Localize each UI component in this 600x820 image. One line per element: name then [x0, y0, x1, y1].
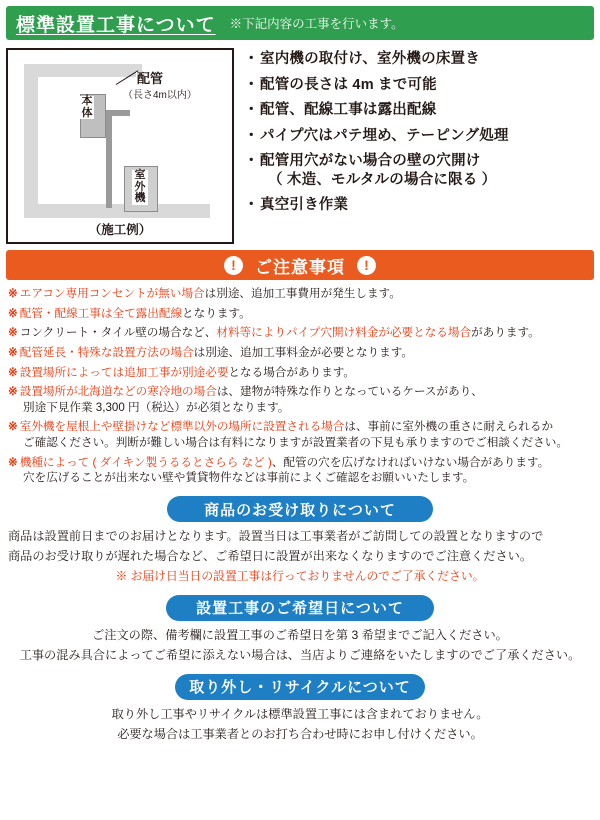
caution-note: [8, 345, 592, 361]
standard-installation-header: [6, 6, 594, 40]
note-text: は、建物が特殊な作りとなっているケースがあり、: [216, 385, 483, 399]
list-item-label: 真空引き作業: [260, 197, 349, 214]
diagram-floor: [24, 204, 210, 218]
caution-note: [8, 365, 592, 381]
diagram-ceiling: [24, 64, 142, 77]
list-item: [246, 76, 594, 95]
list-item-label: 配管、配線工事は露出配線: [260, 102, 437, 119]
section-line: 取り外し工事やリサイクルは標準設置工事には含まれておりません。: [111, 706, 489, 721]
list-item-sublabel: （ 木造、モルタルの場合に限る ）: [268, 171, 497, 188]
note-marker: ※: [8, 420, 18, 434]
caution-header: [6, 250, 594, 280]
note-text: は別途、追加工事料金が必要となります。: [193, 345, 413, 359]
note-marker: ※: [8, 306, 18, 320]
note-continuation: ご確認ください。判断が難しい場合は有料になりますが設置業者の下見も承りますのでご相談ください。: [23, 436, 568, 450]
caution-note: [8, 325, 592, 341]
section-line: 商品のお受け取りが遅れた場合など、ご希望日に設置が出来なくなりますのでご注意ください。: [8, 549, 533, 564]
note-highlight: 配管延長・特殊な設置方法の場合: [19, 345, 194, 359]
list-item: [246, 50, 594, 69]
section-line: ご注文の際、備考欄に設置工事のご希望日を第 3 希望までご記入ください。: [92, 627, 508, 642]
note-text: コンクリート・タイル壁の場合など、: [19, 326, 217, 340]
note-marker: ※: [8, 455, 18, 469]
section-body-preferred-date: [8, 627, 592, 664]
page-subtitle: ※下記内容の工事を行います。: [229, 16, 404, 31]
section-header-preferred-date: 設置工事のご希望日について: [166, 595, 434, 621]
diagram-wall-vertical: [24, 64, 38, 204]
caution-note: [8, 384, 592, 415]
note-marker: ※: [8, 365, 18, 379]
caution-note: [8, 455, 592, 486]
list-item: [246, 127, 594, 146]
caution-note: [8, 419, 592, 450]
note-marker: ※: [8, 287, 18, 300]
section-line-highlight: ※ お届け日当日の設置工事は行っておりませんのでご了承ください。: [115, 569, 485, 584]
note-text: となる場合があります。: [228, 365, 356, 379]
section-header-removal-recycle: 取り外し・リサイクルについて: [175, 674, 425, 700]
list-item: [246, 101, 594, 120]
note-marker: ※: [8, 326, 18, 340]
section-body-removal-recycle: [8, 706, 592, 743]
note-continuation: 穴を広げることが出来ない壁や賃貸物件などは事前によくご確認をお願いいたします。: [23, 471, 475, 485]
note-highlight: 室外機を屋根上や壁掛けなど標準以外の場所に設置される場合: [19, 420, 345, 434]
diagram-label-outdoor-unit: 室外機: [132, 170, 148, 205]
note-highlight: エアコン専用コンセントが無い場合: [19, 287, 205, 300]
section-line: 必要な場合は工事業者とのお打ち合わせ時にお申し付けください。: [117, 726, 483, 741]
list-item-label: 配管用穴がない場合の壁の穴開け: [260, 153, 481, 170]
diagram-label-pipe: 配管: [137, 71, 164, 86]
caution-note: [8, 286, 592, 302]
list-item: [246, 196, 594, 215]
list-item-label: 配管の長さは 4m まで可能: [260, 76, 437, 93]
caution-title: ご注意事項: [255, 257, 345, 277]
caution-notes: [8, 286, 592, 486]
note-highlight: 設置場所が北海道などの寒冷地の場合: [19, 385, 217, 399]
note-highlight: 配管・配線工事は全て露出配線: [19, 306, 183, 320]
note-text: 、配管の穴を広げなければいけない場合があります。: [271, 455, 550, 469]
list-item-label: 室内機の取付け、室外機の床置き: [260, 51, 480, 67]
note-highlight: 機種によって ( ダイキン製うるるとさらら など ): [19, 455, 272, 469]
page-root: [0, 6, 600, 820]
note-marker: ※: [8, 345, 18, 359]
note-text: は、事前に室外機の重さに耐えられるか: [344, 420, 554, 434]
list-item-label: パイプ穴はパテ埋め、テーピング処理: [260, 127, 509, 144]
section-header-receiving: 商品のお受け取りについて: [167, 496, 433, 522]
diagram-label-indoor-unit: 本体: [81, 95, 93, 119]
page-title: 標準設置工事について: [16, 14, 216, 36]
exclamation-icon: !: [224, 256, 243, 275]
diagram-caption: （施工例）: [88, 223, 152, 237]
section-body-receiving: [8, 528, 592, 585]
note-text: は別途、追加工事費用が発生します。: [204, 287, 401, 300]
upper-section: [6, 48, 594, 244]
note-highlight: 設置場所によっては追加工事が別途必要: [19, 365, 229, 379]
list-item: [246, 152, 594, 189]
diagram-label-pipe-length: （長さ4m以内）: [123, 90, 197, 101]
caution-note: [8, 306, 592, 322]
note-continuation: 別途下見作業 3,300 円（税込）が必須となります。: [23, 400, 290, 414]
exclamation-icon: !: [357, 256, 376, 275]
note-marker: ※: [8, 385, 18, 399]
note-text: があります。: [471, 326, 540, 340]
diagram-pipe-vertical: [106, 110, 112, 208]
work-scope-list: [234, 48, 594, 222]
section-line: 工事の混み具合によってご希望に添えない場合は、当店よりご連絡をいたしますのでご了承ください。: [19, 647, 581, 662]
section-line: 商品は設置前日までのお届けとなります。設置当日は工事業者がご訪問しての設置となりますので: [8, 529, 544, 544]
note-highlight: 材料等によりパイプ穴開け料金が必要となる場合: [216, 326, 472, 340]
installation-diagram: [6, 48, 234, 244]
note-text: となります。: [182, 306, 251, 320]
